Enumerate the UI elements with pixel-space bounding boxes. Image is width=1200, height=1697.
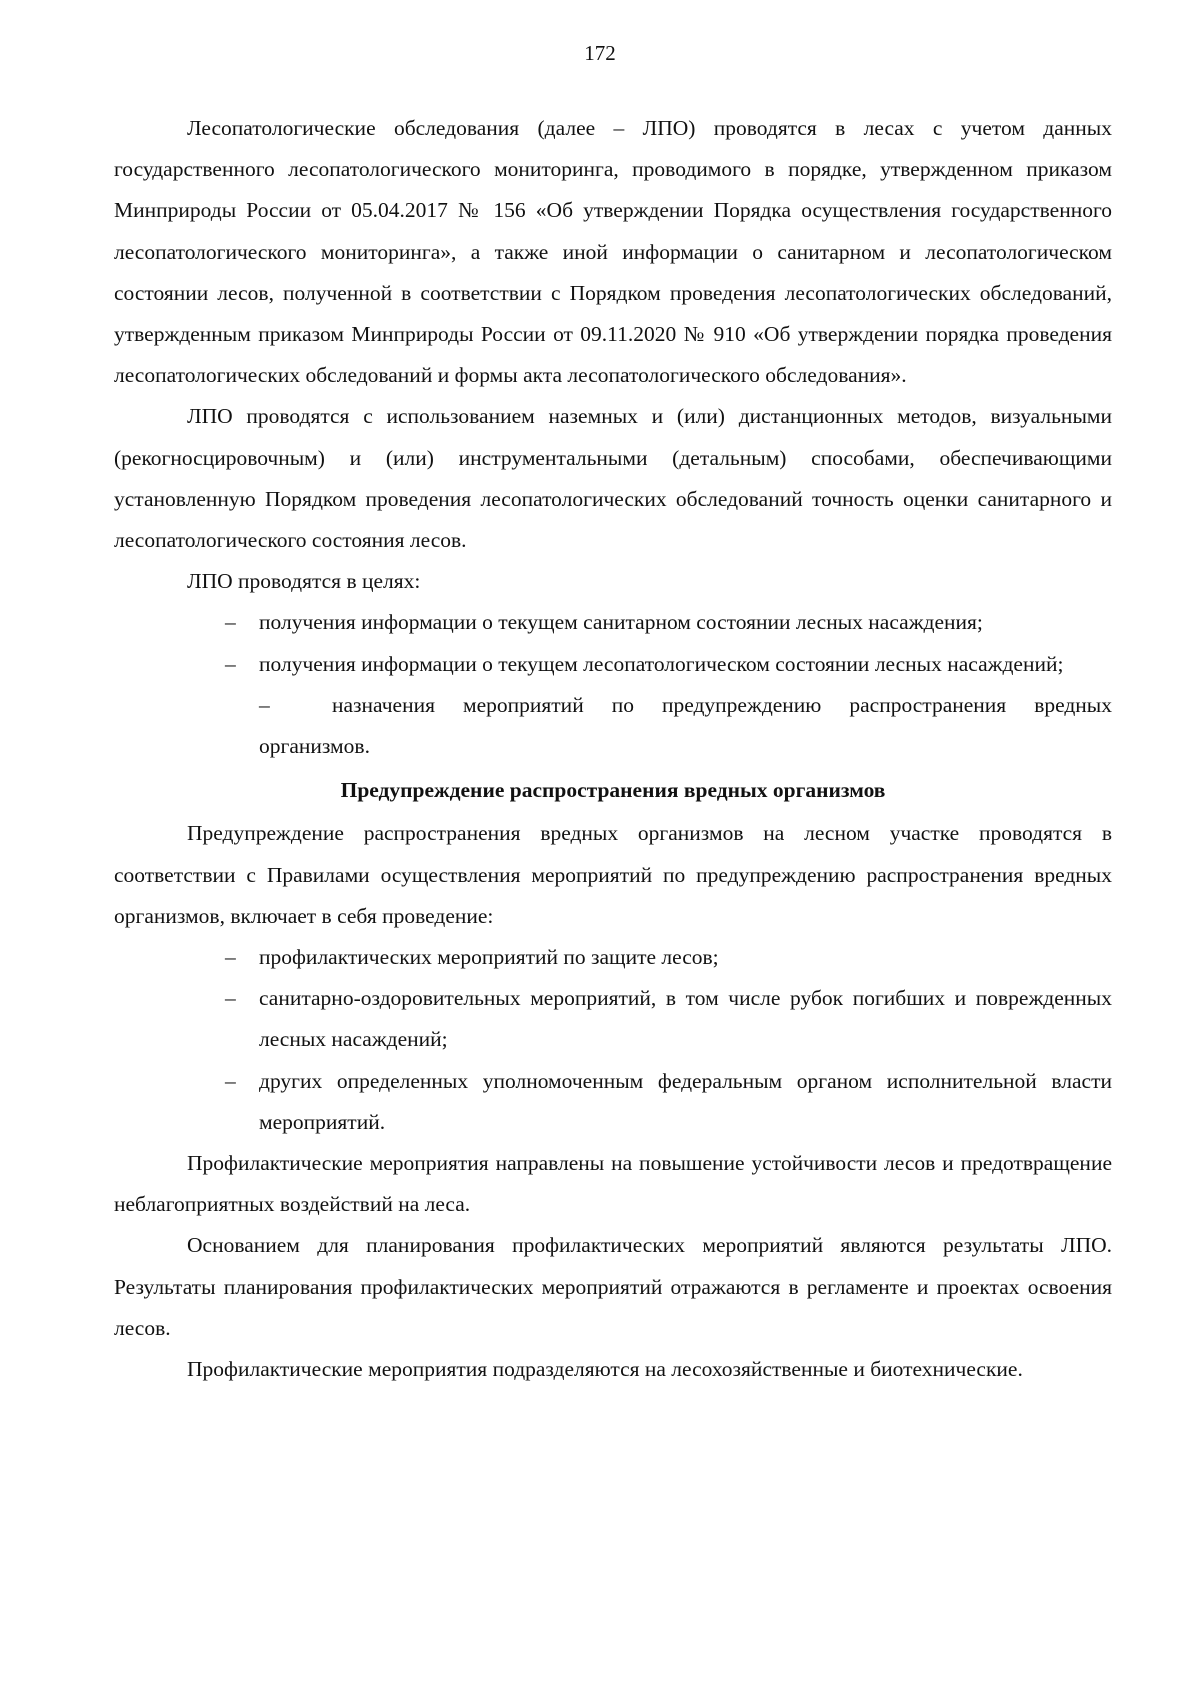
list-item-text: получения информации о текущем санитарном состоянии лесных насаждения; [259,610,983,635]
list-item-text: санитарно-оздоровительных мероприятий, в том числе рубок погибших и поврежденных лесных насаждений; [259,986,1112,1052]
list-dash: – [225,945,236,970]
list-item [114,1061,1112,1143]
paragraph-measures-types: Профилактические мероприятия подразделяются на лесохозяйственные и биотехнические. [187,1357,1023,1382]
list-item-text: получения информации о текущем лесопатологическом состоянии лесных насаждений; [259,651,1064,676]
list-item [114,685,1112,767]
list-item-text: профилактических мероприятий по защите лесов; [259,945,719,970]
list-item-text: назначения мероприятий по предупреждению распространения вредных организмов. [259,692,1112,759]
list-item [114,602,1112,643]
paragraph-lpo-definition: Лесопатологические обследования (далее – ЛПО) проводятся в лесах с учетом данных государственного лесопатологического мониторинга, проводимого в порядке, утвержденном приказом Минприроды России от 05.04.2017 № 156 «Об утверждении Порядка осуществления государственного лесопатологического мониторинга», а также иной информации о санитарном и лесопатологическом состоянии лесов, полученной в соответствии с Порядком проведения лесопатологических обследований, утвержденным приказом Минприроды России от 09.11.2020 № 910 «Об утверждении порядка проведения лесопатологических обследований и формы акта лесопатологического обследования». [114,116,1112,388]
list-item-text: других определенных уполномоченным федеральным органом исполнительной власти мероприятий. [259,1068,1112,1134]
section-heading: Предупреждение распространения вредных организмов [340,778,886,803]
list-item [114,644,1112,685]
document-body [114,108,1112,1390]
list-item [114,937,1112,978]
paragraph-planning-basis: Основанием для планирования профилактических мероприятий являются результаты ЛПО. Результаты планирования профилактических мероприятий отражаются в регламенте и проектах освоения лесов. [114,1233,1112,1340]
paragraph-lpo-methods: ЛПО проводятся с использованием наземных и (или) дистанционных методов, визуальными (рекогносцировочным) и (или) инструментальными (детальным) способами, обеспечивающими установленную Порядком проведения лесопатологических обследований точность оценки санитарного и лесопатологического состояния лесов. [114,404,1112,553]
page-number: 172 [584,41,616,65]
list-dash: – [225,986,236,1011]
goals-list [114,602,1112,767]
paragraph-section-intro: Предупреждение распространения вредных организмов на лесном участке проводятся в соответствии с Правилами осуществления мероприятий по предупреждению распространения вредных организмов, включает в себя проведение: [114,821,1112,928]
measures-list [114,937,1112,1143]
list-item [114,978,1112,1060]
paragraph-prevention-purpose: Профилактические мероприятия направлены на повышение устойчивости лесов и предотвращение неблагоприятных воздействий на леса. [114,1151,1112,1217]
list-dash: – [225,1068,236,1093]
list-dash: – [225,651,236,676]
list-dash: – [259,692,270,717]
paragraph-lpo-goals-intro: ЛПО проводятся в целях: [187,569,421,594]
list-dash: – [225,610,236,635]
